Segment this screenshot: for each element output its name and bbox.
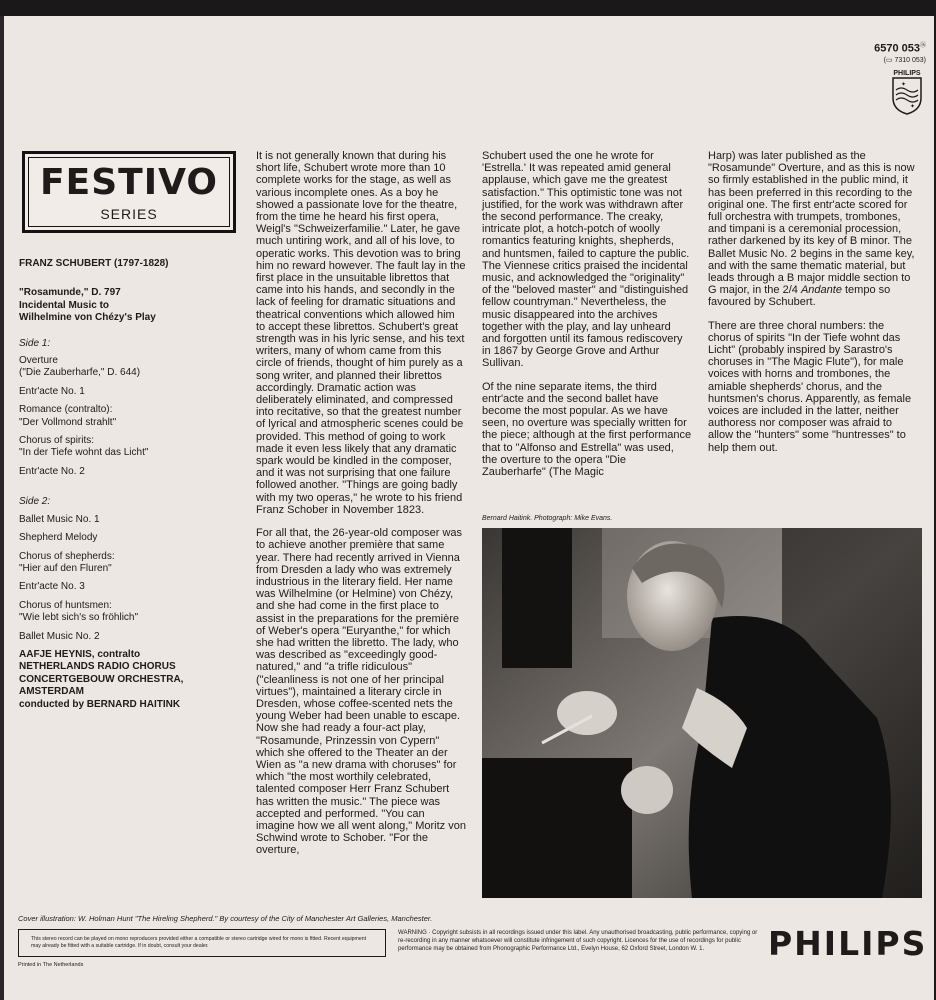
- cover-illustration-credit: Cover illustration: W. Holman Hunt "The Hireling Shepherd." By courtesy of the City of Manchester Art Galleries, Manchester.: [18, 914, 433, 923]
- stereo-notice: This stereo record can be played on mono reproducers provided either a compatible or stereo cartridge wired for mono is fitted. Recent equipment may already be fitted with a suitable cartridge. If in doubt, consult your dealer.: [18, 929, 386, 957]
- track-item: Ballet Music No. 2: [19, 630, 100, 642]
- work-title: "Rosamunde," D. 797 Incidental Music to Wilhelmine von Chézy's Play: [19, 287, 156, 324]
- paragraph: For all that, the 26-year-old composer was to achieve another première that same year. There had recently arrived in Vienna from Dresden a lady who was extremely industrious in the literary field. Her name was Wilhelmine (or Helmine) von Chézy, and she had come in the first place to assist in the preparations for the première of Weber's opera "Euryanthe," for which she had written the libretto. The lady, who was described as "exceedingly good-natured," and "a trifle ridiculous" ("cleanliness is not one of her principal virtues"), maintained a literary circle in Dresden, whose coffee-scented nets the young Weber had been unable to escape. Now she had ready a four-act play, "Rosamunde, Prinzessin von Cypern" which she offered to the Theater an der Wien as "a new drama with choruses" for which "the most worthily celebrated, talented composer Herr Franz Schubert has written the music." The piece was accepted and performed. "You can imagine how we all went along," Moritz von Schwind wrote to Schober. "For the overture,: [256, 527, 466, 857]
- track-item: Chorus of huntsmen: "Wie lebt sich's so fröhlich": [19, 599, 139, 624]
- track-item: Entr'acte No. 3: [19, 581, 85, 593]
- catalogue-number: 6570 053⑯: [874, 42, 926, 55]
- catalogue-block: [874, 40, 926, 64]
- photo-caption: Bernard Haitink. Photograph: Mike Evans.: [482, 515, 613, 522]
- paragraph: There are three choral numbers: the chorus of spirits "In der Tiefe wohnt das Licht" (probably inspired by Sarastro's choruses in "The Magic Flute"), for male voices with horns and trombones, the amiable shepherds' chorus, and the huntsmen's chorus. Apparently, as female voices are included in the latter, neither authoress nor composer was afraid to allow the "hunters" some "huntresses" to help them out.: [708, 319, 912, 454]
- liner-notes-column-2: [482, 150, 692, 489]
- liner-notes-column-3: [708, 150, 918, 465]
- conductor-photo: [482, 528, 922, 898]
- logo-name: FESTIVO: [40, 162, 218, 203]
- side-2-heading: Side 2:: [19, 496, 51, 508]
- composer: FRANZ SCHUBERT (1797-1828): [19, 258, 169, 269]
- philips-shield-icon: [890, 68, 924, 116]
- track-item: Entr'acte No. 2: [19, 465, 85, 477]
- paragraph: Harp) was later published as the "Rosamunde" Overture, and as this is now so firmly established in the public mind, it has been preferred in this recording to the original one. The first entr'acte scored for full orchestra with trumpets, trombones, and timpani is a ceremonial procession, rather darkened by its key of B minor. The Ballet Music No. 2 begins in the same key, and with the same thematic material, but leads through a B major middle section to G major, in the 2/4 Andante tempo so favoured by Schubert.: [708, 150, 915, 309]
- track-item: Chorus of shepherds: "Hier auf den Fluren": [19, 550, 115, 574]
- svg-text:✦: ✦: [901, 82, 907, 88]
- paragraph: Of the nine separate items, the third entr'acte and the second ballet have become the most popular. As we have seen, no overture was specially written for the piece; although at the first performance that to "Alfonso and Estrella" was used, the overture to the opera "Die Zauberharfe" (The Magic: [482, 380, 692, 479]
- cassette-number: (▭ 7310 053): [883, 56, 926, 64]
- seal-label: PHILIPS: [893, 70, 921, 77]
- track-item: Shepherd Melody: [19, 532, 98, 544]
- svg-text:✦: ✦: [910, 104, 916, 110]
- performer-credits: AAFJE HEYNIS, contralto NETHERLANDS RADIO CHORUS CONCERTGEBOUW ORCHESTRA, AMSTERDAM conducted by BERNARD HAITINK: [19, 648, 184, 710]
- track-item: Ballet Music No. 1: [19, 513, 100, 525]
- track-item: Chorus of spirits: "In der Tiefe wohnt das Licht": [19, 435, 149, 459]
- paragraph: Schubert used the one he wrote for 'Estrella.' It was repeated amid general applause, which gave me the greatest satisfaction." This optimistic tone was not justified, for the work was withdrawn after the second performance. The creaky, intricate plot, a hotch-potch of woolly romantics featuring knights, shepherds, and huntsmen, failed to capture the public. The Viennese critics praised the incidental music, and acknowledged the "originality" of the "beloved master" and "distinguished fellow countryman." Nevertheless, the music disappeared into the archives together with the play, and lay unheard and forgotten until its famous rediscovery in 1867 by George Grove and Arthur Sullivan.: [482, 150, 690, 370]
- philips-logo: PHILIPS: [768, 924, 928, 963]
- track-item: Overture ("Die Zauberharfe," D. 644): [19, 355, 141, 379]
- printed-in: Printed in The Netherlands: [18, 962, 84, 968]
- liner-notes-column-1: [256, 150, 466, 868]
- top-edge: [0, 0, 936, 16]
- paragraph: It is not generally known that during his short life, Schubert wrote more than 10 complete works for the stage, as well as various incomplete ones. As a boy he showed a passionate love for the theatre, from the time he heard his first opera, Weigl's "Schweizerfamilie." Later, he gave much untiring work, and all of his love, to operatic works. This devotion was to bring him no reward however. The fault lay in the first place in the unsuitable librettos that came into his hands, and secondly in the lack of feeling for dramatic situations and theatrical conventions which allowed him to accept these librettos. Schubert's great strength was in his lyric sense, and his text writers, many of whom came from this circle of friends, thought of him purely as a song writer, and planned their librettos accordingly. Dramatic action was deliberately eliminated, and compressed into recitative, so that the greatest number of lyrical and atmospheric scenes could be provided. This method of going to work made it even less likely that any dramatic spark would be kindled in the composer, and it was not surprising that one failure followed another. "Things are going badly with my two operas," he wrote to his friend Franz Schober in November 1823.: [256, 150, 466, 516]
- program-listing: [19, 258, 249, 711]
- track-item: Entr'acte No. 1: [19, 385, 85, 397]
- logo-series: SERIES: [100, 206, 158, 222]
- track-item: Romance (contralto): "Der Vollmond strahlt": [19, 404, 117, 428]
- copyright-warning: WARNING · Copyright subsists in all recordings issued under this label. Any unauthorised broadcasting, public performance, copying or re-recording in any manner whatsoever will constitute infringement of such copyright. Licences for the use of recordings for public performance may be obtained from Phonographic Performance Ltd., Evelyn House, 62 Oxford Street, London W. 1.: [398, 930, 758, 952]
- side-1-heading: Side 1:: [19, 337, 51, 349]
- festivo-series-logo: [22, 151, 236, 233]
